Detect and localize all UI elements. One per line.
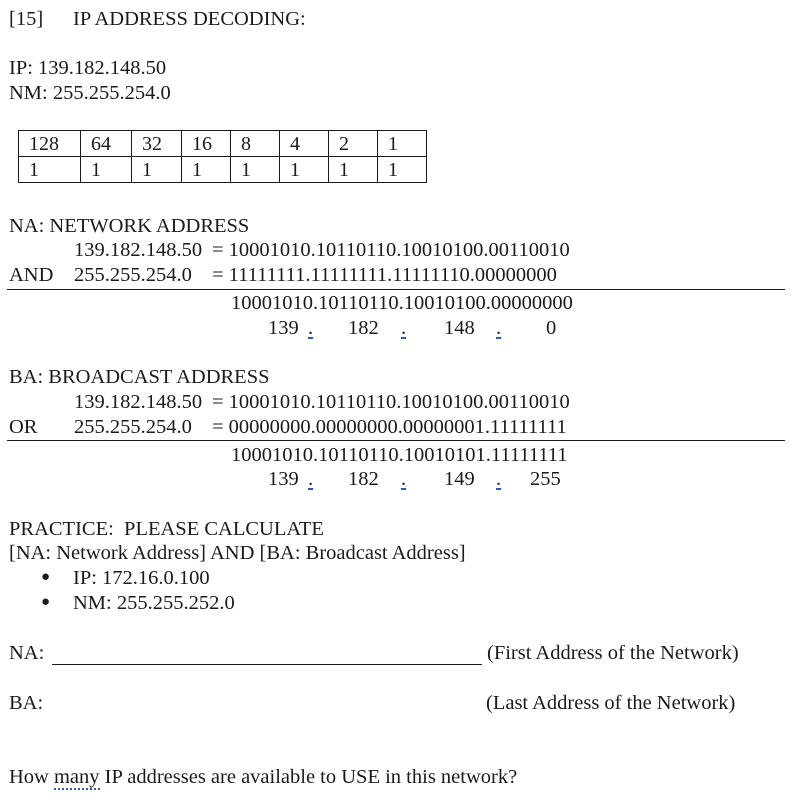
practice-subtitle: [NA: Network Address] AND [BA: Broadcast Address] <box>9 542 466 564</box>
ba-operator: OR <box>9 416 38 438</box>
dot-separator: . <box>496 317 502 339</box>
bit-weights-row <box>19 131 427 157</box>
bit-weight-table <box>18 130 427 183</box>
weight-cell: 1 <box>378 131 427 157</box>
bit-cell: 1 <box>231 157 280 183</box>
bit-cell: 1 <box>182 157 231 183</box>
bit-cell: 1 <box>280 157 329 183</box>
na-octet-1: 139 <box>268 317 299 339</box>
na-octet-4: 0 <box>546 317 557 339</box>
dot-separator: . <box>401 317 407 339</box>
na-ip-decimal: 139.182.148.50 <box>74 239 203 261</box>
na-answer-hint: (First Address of the Network) <box>487 642 739 664</box>
bullet-icon: ● <box>41 569 51 585</box>
ba-octet-2: 182 <box>348 468 379 490</box>
bit-cell: 1 <box>329 157 378 183</box>
weight-cell: 4 <box>280 131 329 157</box>
ba-wildcard-binary: = 00000000.00000000.00000001.11111111 <box>212 416 567 438</box>
na-ip-binary: = 10001010.10110110.10010100.00110010 <box>212 239 570 261</box>
na-result-binary: 10001010.10110110.10010100.00000000 <box>231 292 573 314</box>
na-heading: NA: NETWORK ADDRESS <box>9 215 250 237</box>
ba-wildcard-decimal: 255.255.254.0 <box>74 416 192 438</box>
ba-answer-hint: (Last Address of the Network) <box>486 692 736 714</box>
dot-separator: . <box>308 468 314 490</box>
bit-cell: 1 <box>132 157 182 183</box>
weight-cell: 8 <box>231 131 280 157</box>
na-dot-1 <box>305 318 317 339</box>
bit-cell: 1 <box>19 157 81 183</box>
weight-cell: 16 <box>182 131 231 157</box>
given-netmask: NM: 255.255.254.0 <box>9 82 171 104</box>
ba-ip-decimal: 139.182.148.50 <box>74 391 203 413</box>
na-octet-2: 182 <box>348 317 379 339</box>
na-dot-3 <box>487 318 508 339</box>
dot-separator: . <box>401 468 407 490</box>
given-ip: IP: 139.182.148.50 <box>9 57 167 79</box>
bit-cell: 1 <box>81 157 132 183</box>
question-suffix: IP addresses are available to USE in this network? <box>99 766 518 788</box>
weight-cell: 64 <box>81 131 132 157</box>
weight-cell: 128 <box>19 131 81 157</box>
na-operator: AND <box>9 264 54 286</box>
ba-ip-binary: = 10001010.10110110.10010100.00110010 <box>212 391 570 413</box>
ba-octet-3: 149 <box>444 468 475 490</box>
ba-dot-3 <box>487 469 508 490</box>
weight-cell: 2 <box>329 131 378 157</box>
practice-netmask: NM: 255.255.252.0 <box>73 592 235 614</box>
na-dot-2 <box>380 318 409 339</box>
bit-values-row <box>19 157 427 183</box>
question-number: [15] <box>9 8 44 30</box>
page-title: IP ADDRESS DECODING: <box>73 8 306 30</box>
ba-answer-label: BA: <box>9 692 44 714</box>
question-prefix: How <box>9 766 54 788</box>
na-divider <box>7 289 785 290</box>
dot-separator: . <box>308 317 314 339</box>
weight-cell: 32 <box>132 131 182 157</box>
na-mask-binary: = 11111111.11111111.11111110.00000000 <box>212 264 557 286</box>
ba-octet-4: 255 <box>530 468 561 490</box>
na-octet-3: 148 <box>444 317 475 339</box>
practice-title: PRACTICE: PLEASE CALCULATE <box>9 518 324 540</box>
final-question <box>9 767 517 788</box>
bullet-icon: ● <box>41 594 51 610</box>
dot-separator: . <box>496 468 502 490</box>
ba-divider <box>7 440 785 441</box>
ba-heading: BA: BROADCAST ADDRESS <box>9 366 270 388</box>
question-underlined-word: many <box>53 766 100 788</box>
na-mask-decimal: 255.255.254.0 <box>74 264 192 286</box>
ba-dot-1 <box>305 469 317 490</box>
practice-ip: IP: 172.16.0.100 <box>73 567 210 589</box>
na-answer-blank[interactable] <box>52 664 482 665</box>
na-answer-label: NA: <box>9 642 45 664</box>
ba-dot-2 <box>380 469 409 490</box>
bit-cell: 1 <box>378 157 427 183</box>
ba-octet-1: 139 <box>268 468 299 490</box>
ba-result-binary: 10001010.10110110.10010101.11111111 <box>231 444 568 466</box>
